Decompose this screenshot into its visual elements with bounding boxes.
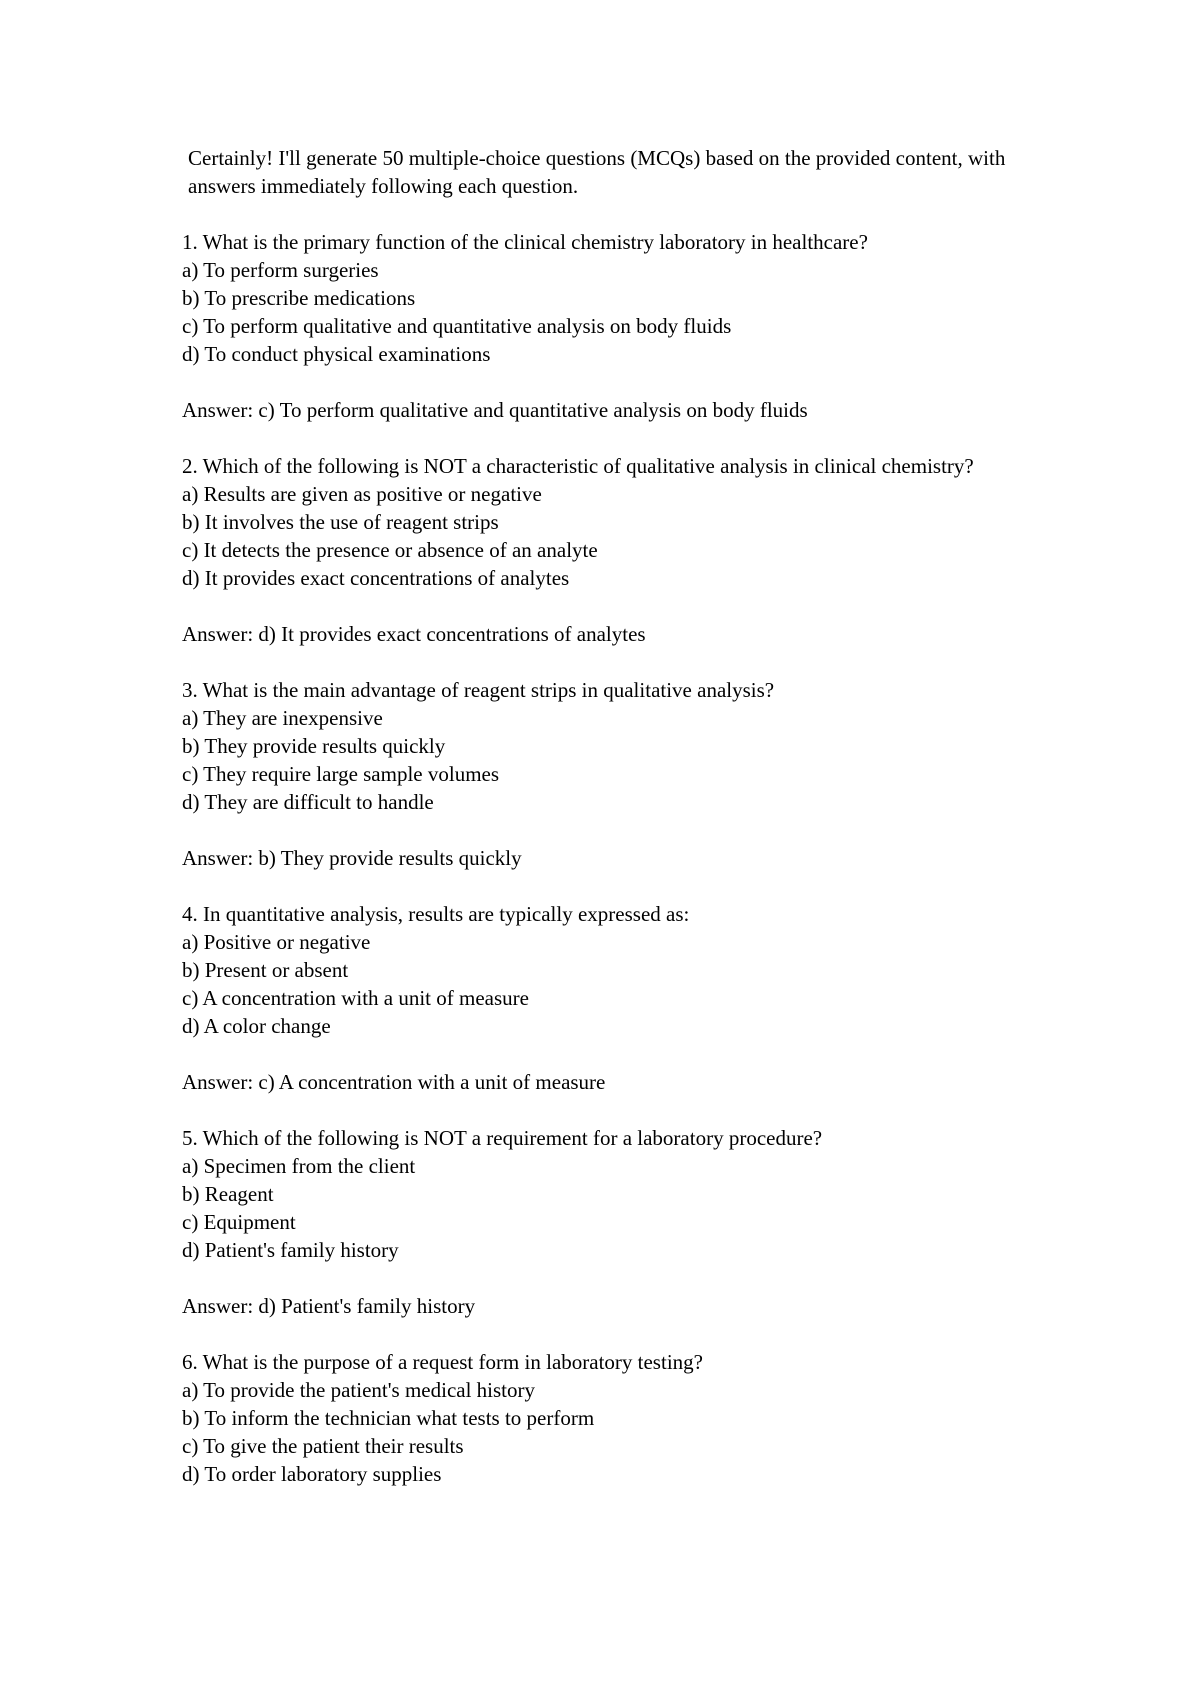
spacer (182, 872, 1062, 900)
answer-line: Answer: c) To perform qualitative and quantitative analysis on body fluids (182, 398, 808, 422)
option-c: c) A concentration with a unit of measure (182, 986, 529, 1010)
question-text: 1. What is the primary function of the clinical chemistry laboratory in healthcare? (182, 230, 868, 254)
option-d: d) A color change (182, 1014, 331, 1038)
option-a: a) To provide the patient's medical history (182, 1378, 536, 1402)
option-b: b) It involves the use of reagent strips (182, 510, 499, 534)
option-c: c) To perform qualitative and quantitative analysis on body fluids (182, 314, 732, 338)
option-c: c) It detects the presence or absence of an analyte (182, 538, 598, 562)
option-a: a) To perform surgeries (182, 258, 379, 282)
answer-line: Answer: c) A concentration with a unit of measure (182, 1070, 606, 1094)
question-block-5 (182, 1124, 1062, 1348)
option-b: b) Present or absent (182, 958, 349, 982)
answer-line: Answer: d) It provides exact concentrations of analytes (182, 622, 646, 646)
option-d: d) To order laboratory supplies (182, 1462, 442, 1486)
option-a: a) Specimen from the client (182, 1154, 416, 1178)
spacer (182, 1096, 1062, 1124)
spacer (182, 648, 1062, 676)
spacer (182, 200, 1062, 228)
spacer (182, 424, 1062, 452)
question-block-1 (182, 228, 1062, 452)
question-block-2 (182, 452, 1062, 676)
question-text: 4. In quantitative analysis, results are typically expressed as: (182, 902, 690, 926)
option-c: c) They require large sample volumes (182, 762, 500, 786)
question-block-3 (182, 676, 1062, 900)
answer-line: Answer: b) They provide results quickly (182, 846, 522, 870)
option-d: d) They are difficult to handle (182, 790, 434, 814)
spacer (182, 368, 1062, 396)
intro-paragraph: Certainly! I'll generate 50 multiple-choice questions (MCQs) based on the provided content, with answers immediately following each question. (188, 146, 1011, 198)
spacer (182, 1040, 1062, 1068)
option-d: d) It provides exact concentrations of analytes (182, 566, 570, 590)
option-d: d) To conduct physical examinations (182, 342, 491, 366)
option-b: b) Reagent (182, 1182, 274, 1206)
answer-line: Answer: d) Patient's family history (182, 1294, 476, 1318)
question-block-4 (182, 900, 1062, 1124)
option-b: b) To inform the technician what tests to perform (182, 1406, 595, 1430)
option-c: c) Equipment (182, 1210, 296, 1234)
option-a: a) Positive or negative (182, 930, 371, 954)
option-a: a) They are inexpensive (182, 706, 383, 730)
question-text: 5. Which of the following is NOT a requirement for a laboratory procedure? (182, 1126, 823, 1150)
spacer (182, 816, 1062, 844)
option-c: c) To give the patient their results (182, 1434, 464, 1458)
spacer (182, 1264, 1062, 1292)
option-b: b) To prescribe medications (182, 286, 416, 310)
question-text: 2. Which of the following is NOT a characteristic of qualitative analysis in clinical chemistry? (182, 454, 974, 478)
question-block-6 (182, 1348, 1062, 1488)
option-b: b) They provide results quickly (182, 734, 446, 758)
spacer (182, 1320, 1062, 1348)
option-a: a) Results are given as positive or negative (182, 482, 542, 506)
question-text: 6. What is the purpose of a request form in laboratory testing? (182, 1350, 703, 1374)
option-d: d) Patient's family history (182, 1238, 399, 1262)
spacer (182, 592, 1062, 620)
question-text: 3. What is the main advantage of reagent strips in qualitative analysis? (182, 678, 775, 702)
document-page (182, 144, 1062, 1488)
